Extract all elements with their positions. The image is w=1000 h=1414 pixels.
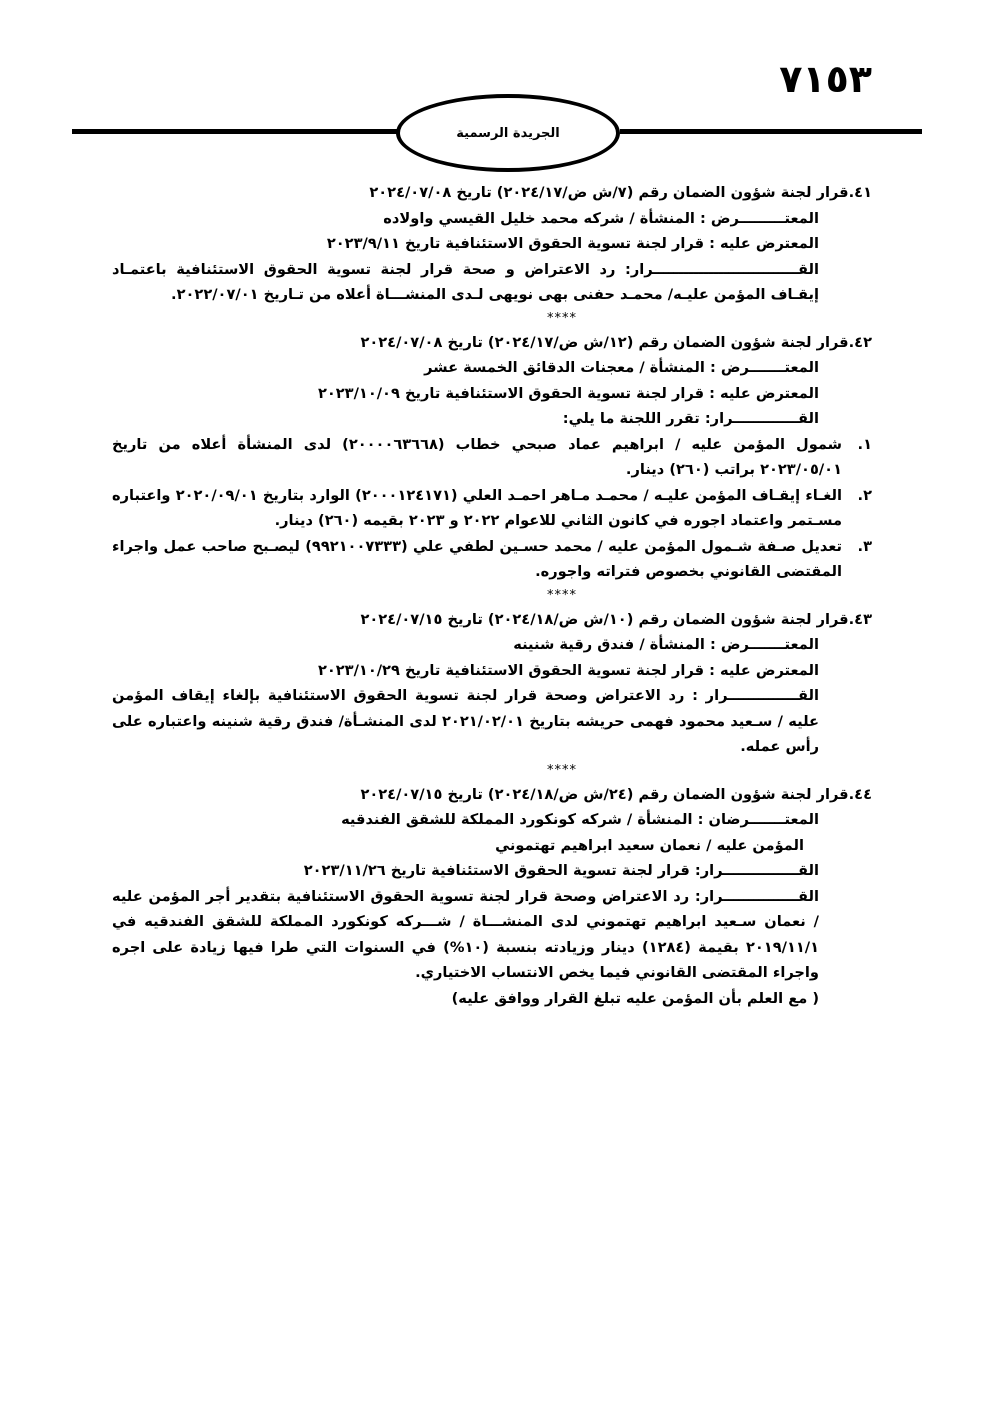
gazette-name: الجريدة الرسمية (456, 125, 560, 141)
entry-title: ٤١.قرار لجنة شؤون الضمان رقم (٧/ش ض/٢٠٢٤/١٧) تاريخ ٢٠٢٤/٠٧/٠٨ (369, 184, 872, 201)
objector-line: المعتـــــــــرض : المنشأة / شركه محمد خليل القيسي واولاده (383, 209, 819, 227)
insured-line: المؤمن عليه / نعمان سعيد ابراهيم تهتموني (495, 836, 804, 854)
decision-text: القـــــــــــــــرار: رد الاعتراض وصحة قرار لجنة تسوية الحقوق الاستئنافية بتقدير أجر المؤمن عليه / نعمان سـعيد ابراهيم تهتموني لدى المنشـــاة / شـــركه كونكورد المملكة للشقق الفندقيه في ٢٠١٩/١١/١ بقيمة (١٢٨٤) دينار وزيادته بنسبة (١٠%) في السنوات التي طرا فيها زيادة على اجره واجراء المقتضى القانوني فيما يخص الانتساب الاختياري. (112, 887, 819, 981)
objected-against-line: القـــــــــــــــرار: قرار لجنة تسوية الحقوق الاستئنافية تاريخ ٢٠٢٣/١١/٢٦ (303, 862, 819, 879)
entry-title: ٤٤.قرار لجنة شؤون الضمان رقم (٢٤/ش ض/٢٠٢٤/١٨) تاريخ ٢٠٢٤/٠٧/١٥ (360, 785, 872, 803)
header-rule-left (72, 129, 400, 134)
section-separator: **** (547, 762, 577, 778)
acknowledgement-note: ( مع العلم بأن المؤمن عليه تبلغ القرار ووافق عليه) (451, 989, 819, 1007)
objected-against-line: المعترض عليه : قرار لجنة تسوية الحقوق الاستئنافية تاريخ ٢٠٢٣/١٠/٠٩ (317, 384, 819, 402)
decision-text: القـــــــــــــــــــــــــــــرار: رد الاعتراض و صحة قرار لجنة تسوية الحقوق الاستئنافية باعتمـاد إيقـاف المؤمن عليـه/ محمـد حفنى بهى نويهى لـدى المنشـــاة أعلاه من تـاريخ ٢٠٢٢/٠٧/٠١. (112, 260, 819, 303)
list-item-text: الغـاء إيقـاف المؤمن عليـه / محمـد مـاهر احمـد العلي (٢٠٠٠١٢٤١٧١) الوارد بتاريخ ٢٠٢٠/٠٩/٠١ واعتباره مسـتمر واعتماد اجوره في كانون الثاني للاعوام ٢٠٢٢ و ٢٠٢٣ بقيمه (٢٦٠) دينار. (112, 486, 842, 529)
section-separator: **** (547, 587, 577, 603)
section-separator: **** (547, 310, 577, 326)
list-item-number: ٢. (857, 486, 872, 504)
list-item-number: ١. (857, 435, 872, 453)
list-item-number: ٣. (857, 537, 872, 555)
list-item-text: شمول المؤمن عليه / ابراهيم عماد صبحي خطاب (٢٠٠٠٠٦٣٦٦٨) لدى المنشأة أعلاه من تاريخ ٢٠٢٣/٠٥/٠١ براتب (٢٦٠) دينار. (112, 435, 842, 478)
decision-text: القـــــــــــــرار: تقرر اللجنة ما يلي: (562, 410, 819, 427)
decision-text: القــــــــــــــرار : رد الاعتراض وصحة قرار لجنة تسوية الحقوق الاستئنافية بإلغاء إيقاف المؤمن عليه / سـعيد محمود فهمى حريشه بتاريخ ٢٠٢١/٠٢/٠١ لدى المنشـأة/ فندق رقية شنينه واعتباره على رأس عمله. (112, 687, 820, 755)
decision-list-item (112, 432, 872, 483)
decision-entry-44 (112, 782, 872, 1012)
decision-list-item (112, 534, 872, 585)
objector-line: المعتـــــــرضان : المنشأة / شركه كونكورد المملكة للشقق الفندقيه (341, 811, 819, 828)
objector-line: المعتـــــــرض : المنشأة / معجنات الدقائق الخمسة عشر (424, 359, 819, 376)
entry-title: ٤٢.قرار لجنة شؤون الضمان رقم (١٢/ش ض/٢٠٢٤/١٧) تاريخ ٢٠٢٤/٠٧/٠٨ (360, 333, 872, 351)
decision-list-item (112, 483, 872, 534)
page-number: ٧١٥٣ (779, 57, 872, 101)
objected-against-line: المعترض عليه : قرار لجنة تسوية الحقوق الاستئنافية تاريخ ٢٠٢٣/٩/١١ (326, 235, 819, 252)
decision-entry-41 (112, 180, 872, 308)
header-rule-right (620, 129, 922, 134)
objected-against-line: المعترض عليه : قرار لجنة تسوية الحقوق الاستئنافية تاريخ ٢٠٢٣/١٠/٢٩ (317, 661, 819, 679)
document-body (112, 180, 872, 1011)
decision-entry-42 (112, 330, 872, 585)
gazette-emblem-oval (396, 94, 620, 172)
objector-line: المعتـــــــرض : المنشأة / فندق رقية شنينه (513, 636, 819, 653)
decision-entry-43 (112, 607, 872, 760)
entry-title: ٤٣.قرار لجنة شؤون الضمان رقم (١٠/ش ض/٢٠٢٤/١٨) تاريخ ٢٠٢٤/٠٧/١٥ (360, 610, 872, 628)
list-item-text: تعديل صـفة شـمول المؤمن عليه / محمد حسـين لطفي علي (٩٩٢١٠٠٧٣٣٣) ليصـبح صاحب عمل واجراء المقتضى القانوني بخصوص فتراته واجوره. (112, 537, 842, 580)
